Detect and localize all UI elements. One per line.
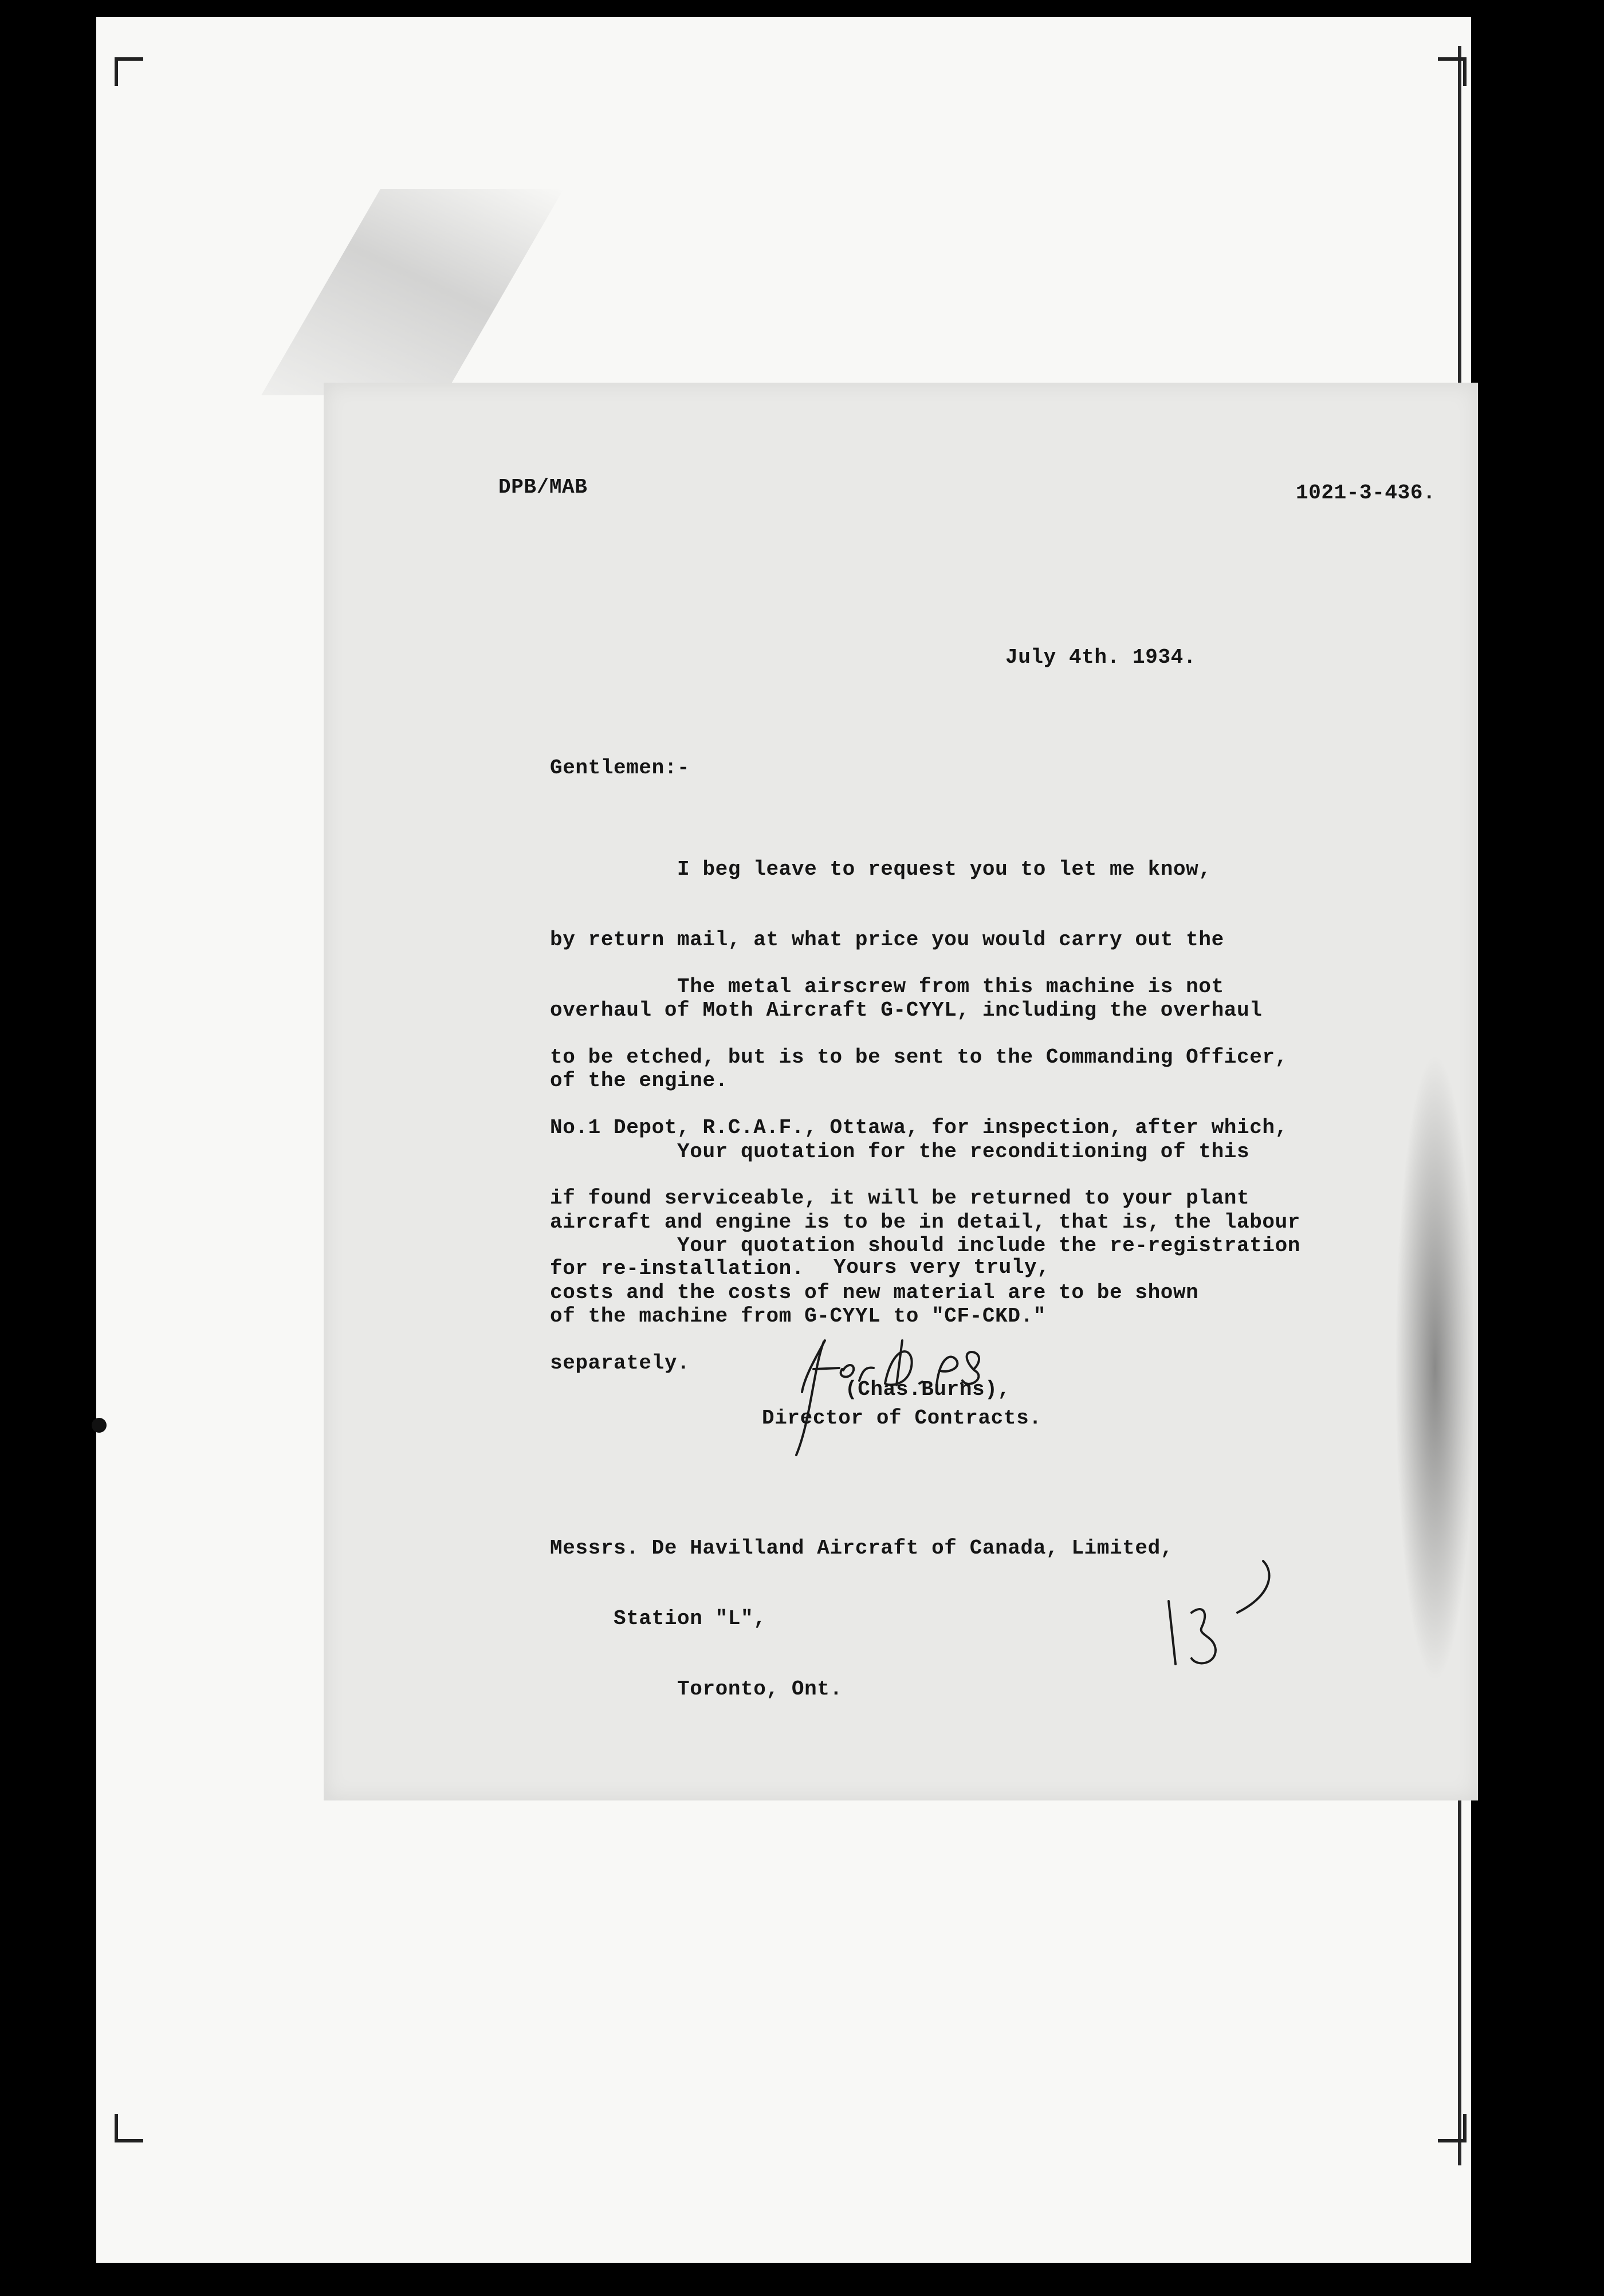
crop-mark-top-right xyxy=(1438,57,1467,86)
paragraph-line: of the machine from G-CYYL to "CF-CKD." xyxy=(550,1304,1046,1328)
paragraph-line: overhaul of Moth Aircraft G-CYYL, including the overhaul xyxy=(550,998,1263,1022)
crop-mark-bottom-right xyxy=(1438,2114,1467,2142)
reference-initials: DPB/MAB xyxy=(498,475,588,499)
signatory-name: (Chas.Burns), xyxy=(845,1378,1011,1401)
paragraph-line: if found serviceable, it will be returned to your plant xyxy=(550,1186,1250,1210)
paragraph-line: aircraft and engine is to be in detail, that is, the labour xyxy=(550,1210,1301,1234)
paragraph-line: by return mail, at what price you would carry out the xyxy=(550,928,1224,952)
paragraph-line: separately. xyxy=(550,1351,690,1375)
salutation: Gentlemen:- xyxy=(550,756,690,780)
paragraph-line: to be etched, but is to be sent to the Commanding Officer, xyxy=(550,1045,1288,1069)
punch-hole xyxy=(92,1418,107,1433)
paragraph-line: No.1 Depot, R.C.A.F., Ottawa, for inspection, after which, xyxy=(550,1116,1288,1139)
paragraph-line: Your quotation for the reconditioning of this xyxy=(550,1140,1250,1163)
recipient-address xyxy=(550,1489,1173,1724)
complimentary-closing: Yours very truly, xyxy=(834,1256,1050,1279)
paragraph-line: Your quotation should include the re-registration xyxy=(550,1234,1301,1257)
address-line: Station "L", xyxy=(550,1607,766,1630)
letter-date: July 4th. 1934. xyxy=(1005,646,1197,669)
crop-mark-bottom-left xyxy=(115,2114,143,2142)
paragraph-line: The metal airscrew from this machine is not xyxy=(550,975,1224,998)
paragraph-line: costs and the costs of new material are to be shown xyxy=(550,1281,1199,1304)
paragraph-line: for re-installation. xyxy=(550,1257,805,1280)
file-reference-number: 1021-3-436. xyxy=(1296,481,1436,505)
signatory-title: Director of Contracts. xyxy=(762,1406,1042,1430)
address-line: Toronto, Ont. xyxy=(550,1677,843,1701)
paragraph-line: I beg leave to request you to let me know, xyxy=(550,858,1212,881)
paragraph-line: of the engine. xyxy=(550,1069,728,1092)
crop-mark-top-left xyxy=(115,57,143,86)
address-line: Messrs. De Havilland Aircraft of Canada, Limited, xyxy=(550,1536,1173,1560)
folio-number-mark xyxy=(1151,1550,1300,1699)
